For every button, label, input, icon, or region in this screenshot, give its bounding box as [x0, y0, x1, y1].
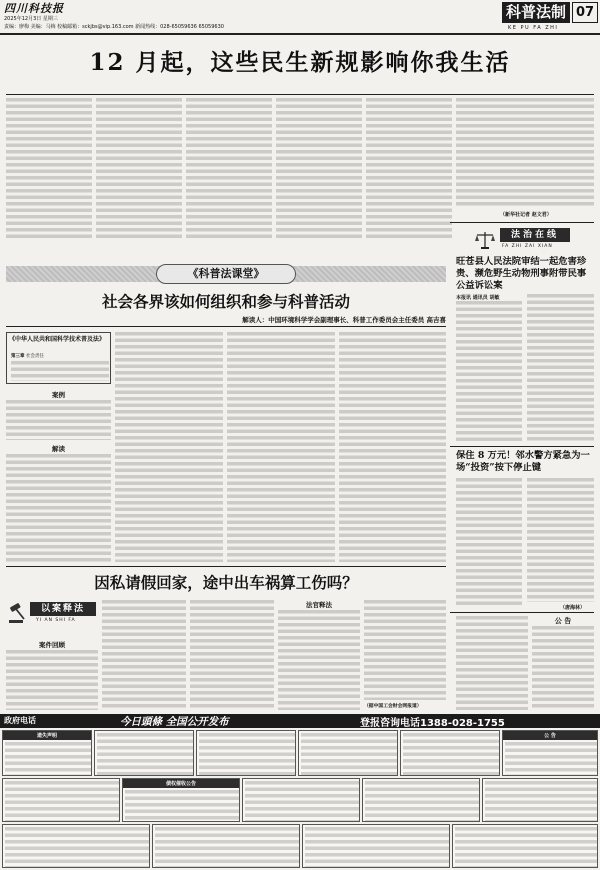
- classified-ad-4: [298, 730, 398, 776]
- classified-ad-6: [502, 730, 598, 776]
- law-article: [11, 353, 44, 359]
- law-box: [6, 332, 111, 384]
- injury-headline: 因私请假回家，途中出车祸算工伤吗？: [94, 573, 358, 592]
- science-banner: 《科普法课堂》: [156, 264, 296, 284]
- paper-name: 四川科技报: [4, 2, 64, 15]
- classified-ad-7: [2, 778, 120, 822]
- masthead: [0, 0, 600, 44]
- science-explainer: 解读人：中国环境科学学会副理事长、科普工作委员会主任委员 高吉喜: [242, 316, 446, 324]
- classified-ad-10: [362, 778, 480, 822]
- science-column-2: [115, 332, 223, 562]
- fraud-column-2: [527, 478, 594, 602]
- lead-column-3: [186, 98, 272, 240]
- law-article-sub: 社会责任: [25, 354, 44, 359]
- court-column-title: 法治在线: [500, 228, 570, 242]
- lead-column-2: [96, 98, 182, 240]
- classified-ad-9: [242, 778, 360, 822]
- classified-ad-14: [302, 824, 450, 868]
- court-column-pinyin: FA ZHI ZAI XIAN: [502, 244, 553, 249]
- notice-left-text: [456, 616, 528, 710]
- court-column-tag: [474, 228, 574, 252]
- fraud-headline: 保住 8 万元！邻水警方紧急为一场“投资”按下停止键: [456, 450, 590, 473]
- loss-title: 遗失声明: [3, 731, 91, 740]
- science-analysis-text-1: [6, 454, 111, 562]
- science-rule: [6, 326, 446, 327]
- masthead-rule: [0, 33, 600, 35]
- section-pinyin: KE PU FA ZHI: [508, 25, 559, 31]
- fraud-reporter: （唐海林）: [560, 605, 586, 611]
- injury-rule: [6, 566, 446, 567]
- injury-column-2: [102, 600, 186, 710]
- science-banner-bar: [6, 266, 446, 282]
- science-column-3: [227, 332, 335, 562]
- lead-column-4: [276, 98, 362, 240]
- lead-rule: [6, 94, 594, 95]
- science-column-4: [339, 332, 446, 562]
- lead-column-5: [366, 98, 452, 240]
- injury-column-title: 以案释法: [30, 602, 96, 616]
- court-column-1: [456, 301, 522, 441]
- court-headline: 旺苍县人民法院审结一起危害珍贵、濒危野生动物刑事附带民事公益诉讼案: [456, 256, 587, 291]
- editor-line: 责编：廖梅 美编：马梅 校稿邮箱：sckjbs@vip.163.com 新闻热线：028-65059636 65059630: [4, 24, 224, 30]
- gavel-icon: [8, 602, 28, 624]
- date-line: 2025年12月3日 星期三: [4, 16, 58, 22]
- injury-source: （据中国工会财会网报道）: [364, 704, 422, 709]
- section-title: 科普法制: [502, 2, 570, 23]
- notice2-title: 公 告: [503, 731, 597, 740]
- classified-hotline: 登报咨询电话1388-028-1755: [360, 718, 505, 729]
- science-analysis-label: 解读: [52, 445, 65, 453]
- court-rule: [450, 222, 594, 223]
- injury-column-5: [364, 600, 446, 700]
- page-number: 07: [572, 2, 598, 23]
- lead-headline: 12 月起，这些民生新规影响你我生活: [89, 49, 511, 76]
- science-case-text: [6, 400, 111, 440]
- classified-ad-1: [2, 730, 92, 776]
- science-case-label: 案例: [52, 391, 65, 399]
- injury-case-text: [6, 650, 98, 710]
- lead-column-1: [6, 98, 92, 240]
- classified-ad-3: [196, 730, 296, 776]
- court-author: 本报讯 通讯员 胡敏: [456, 295, 500, 301]
- notice-rule: [450, 612, 594, 613]
- classified-ad-8: [122, 778, 240, 822]
- injury-column-3: [190, 600, 274, 710]
- injury-case-label: 案件回顾: [39, 641, 65, 649]
- classified-big-title: 今日頭條 全国公开发布: [120, 716, 229, 728]
- classified-ad-12: [2, 824, 150, 868]
- law-title: 《中华人民共和国科学技术普及法》: [9, 336, 106, 343]
- fraud-column-1: [456, 478, 522, 608]
- classified-title: 政府电话: [4, 716, 36, 725]
- lead-byline: （新华社记者 赵文君）: [500, 212, 552, 218]
- small-notice: 债权催收公告: [123, 779, 239, 788]
- law-text: [11, 361, 109, 381]
- law-article-label: 第三章: [11, 354, 25, 359]
- scales-icon: [474, 230, 496, 250]
- classified-ad-5: [400, 730, 500, 776]
- science-headline: 社会各界该如何组织和参与科普活动: [101, 292, 350, 311]
- classified-ad-2: [94, 730, 194, 776]
- classified-ad-15: [452, 824, 598, 868]
- lead-column-6: [456, 98, 594, 208]
- notice-right-text: [532, 626, 594, 710]
- fraud-rule: [450, 446, 594, 447]
- classified-band: [0, 714, 600, 728]
- court-column-2: [527, 294, 594, 441]
- injury-column-pinyin: YI AN SHI FA: [36, 618, 76, 623]
- injury-law-label: 法官释法: [306, 601, 332, 609]
- notice-title: 公 告: [554, 616, 572, 625]
- section-banner: [502, 2, 598, 32]
- injury-column-4: [278, 610, 360, 710]
- classified-ad-13: [152, 824, 300, 868]
- classified-ad-11: [482, 778, 598, 822]
- injury-column-tag: [8, 600, 100, 636]
